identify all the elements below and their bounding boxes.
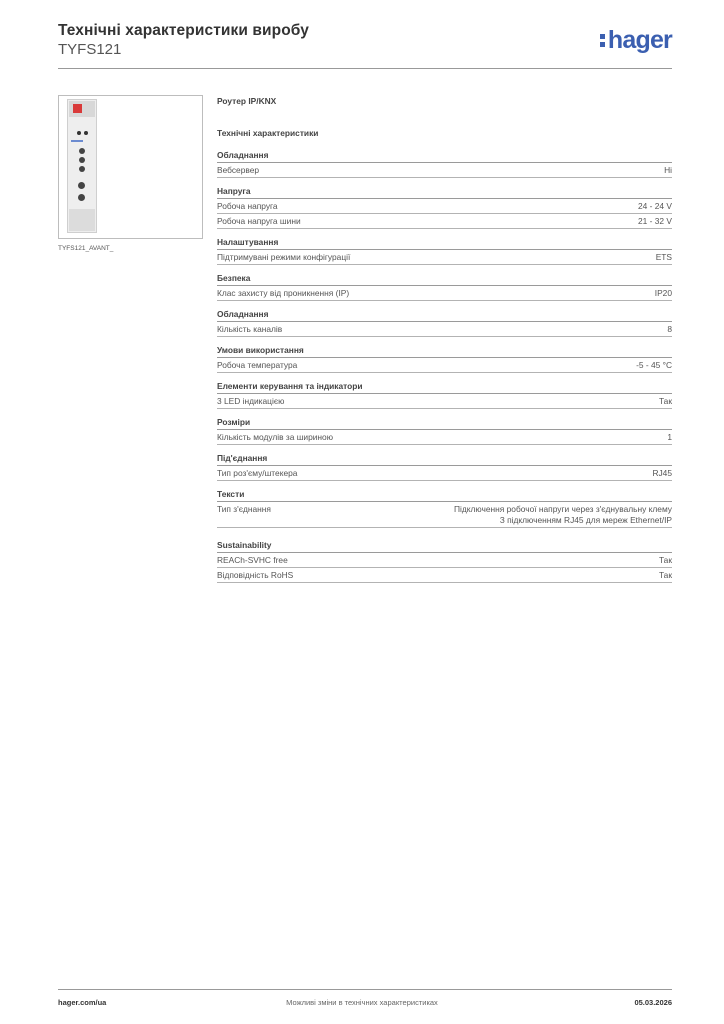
- spec-label: REACh-SVHC free: [217, 555, 288, 565]
- header-divider: [58, 68, 672, 69]
- spec-row: [217, 568, 672, 583]
- spec-label: Робоча напруга: [217, 201, 278, 211]
- spec-group-sustainability: [217, 540, 672, 583]
- spec-row: [217, 358, 672, 373]
- spec-value: Так: [658, 570, 672, 580]
- spec-row: [217, 430, 672, 445]
- spec-label: Тип роз'єму/штекера: [217, 468, 298, 478]
- spec-row: [217, 163, 672, 178]
- spec-value: -5 - 45 °C: [636, 360, 672, 370]
- spec-group-equipment: [217, 150, 672, 178]
- group-title: Розміри: [217, 417, 672, 430]
- spec-label: Кількість модулів за шириною: [217, 432, 333, 442]
- group-title: Налаштування: [217, 237, 672, 250]
- spec-group-voltage: [217, 186, 672, 229]
- page-title: Технічні характеристики виробу: [58, 22, 309, 39]
- button-icon: [79, 148, 85, 154]
- footer-website-link[interactable]: hager.com/ua: [58, 998, 107, 1007]
- spec-row: [217, 250, 672, 265]
- section-heading: Технічні характеристики: [217, 128, 319, 138]
- spec-label: Тип з'єднання: [217, 504, 271, 514]
- device-bottom: [69, 209, 95, 231]
- group-title: Безпека: [217, 273, 672, 286]
- logo-text: hager: [607, 26, 672, 54]
- device-label: [71, 140, 83, 142]
- spec-value: 1: [667, 432, 672, 442]
- page-header: [58, 20, 672, 68]
- spec-row: [217, 394, 672, 409]
- button-icon: [78, 194, 85, 201]
- hager-logo: [600, 26, 672, 55]
- spec-value: Так: [658, 555, 672, 565]
- product-image: [58, 95, 203, 239]
- spec-row: [217, 502, 672, 528]
- spec-value: 21 - 32 V: [638, 216, 672, 226]
- button-icon: [78, 182, 85, 189]
- specifications: [217, 96, 672, 591]
- group-title: Обладнання: [217, 150, 672, 163]
- red-indicator: [73, 104, 82, 113]
- spec-value: RJ45: [652, 468, 672, 478]
- spec-value-line: З підключенням RJ45 для мереж Ethernet/IP: [499, 515, 672, 525]
- spec-label: Відповідність RoHS: [217, 570, 294, 580]
- spec-group-safety: [217, 273, 672, 301]
- spec-group-dimensions: [217, 417, 672, 445]
- footer-divider: [58, 989, 672, 990]
- spec-group-connection: [217, 453, 672, 481]
- spec-label: Клас захисту від проникнення (IP): [217, 288, 350, 298]
- group-title: Тексти: [217, 489, 672, 502]
- spec-value: [454, 504, 672, 526]
- spec-value: 8: [667, 324, 672, 334]
- button-icon: [79, 157, 85, 163]
- footer-disclaimer: Можливі зміни в технічних характеристиках: [286, 998, 438, 1007]
- spec-row: [217, 199, 672, 214]
- spec-label: Підтримувані режими конфігурації: [217, 252, 351, 262]
- spec-row: [217, 322, 672, 337]
- spec-row: [217, 466, 672, 481]
- group-title: Умови використання: [217, 345, 672, 358]
- spec-label: Вебсервер: [217, 165, 260, 175]
- group-title: Під'єднання: [217, 453, 672, 466]
- spec-label: Робоча напруга шини: [217, 216, 301, 226]
- product-name: Роутер IP/KNX: [217, 96, 277, 106]
- spec-value: 24 - 24 V: [638, 201, 672, 211]
- spec-value: Так: [658, 396, 672, 406]
- group-title: Обладнання: [217, 309, 672, 322]
- logo-colon-icon: [600, 29, 606, 49]
- spec-label: 3 LED індикацією: [217, 396, 285, 406]
- spec-value: Ні: [664, 165, 672, 175]
- spec-group-texts: [217, 489, 672, 528]
- spec-value: IP20: [654, 288, 672, 298]
- footer-date: 05.03.2026: [634, 998, 672, 1007]
- group-title: Напруга: [217, 186, 672, 199]
- group-title: Sustainability: [217, 540, 672, 553]
- spec-label: Робоча температура: [217, 360, 298, 370]
- spec-group-conditions: [217, 345, 672, 373]
- led-icon: [84, 131, 88, 135]
- product-code: TYFS121: [58, 41, 122, 58]
- spec-value-line: Підключення робочої напруги через з'єднувальну клему: [453, 504, 672, 514]
- spec-label: Кількість каналів: [217, 324, 283, 334]
- group-title: Елементи керування та індикатори: [217, 381, 672, 394]
- spec-value: ETS: [655, 252, 672, 262]
- spec-row: [217, 553, 672, 568]
- led-icon: [77, 131, 81, 135]
- spec-row: [217, 286, 672, 301]
- spec-group-controls: [217, 381, 672, 409]
- spec-group-settings: [217, 237, 672, 265]
- din-rail-device-illustration: [67, 99, 97, 233]
- image-caption: TYFS121_AVANT_: [58, 245, 114, 252]
- button-icon: [79, 166, 85, 172]
- spec-group-equipment-channels: [217, 309, 672, 337]
- spec-row: [217, 214, 672, 229]
